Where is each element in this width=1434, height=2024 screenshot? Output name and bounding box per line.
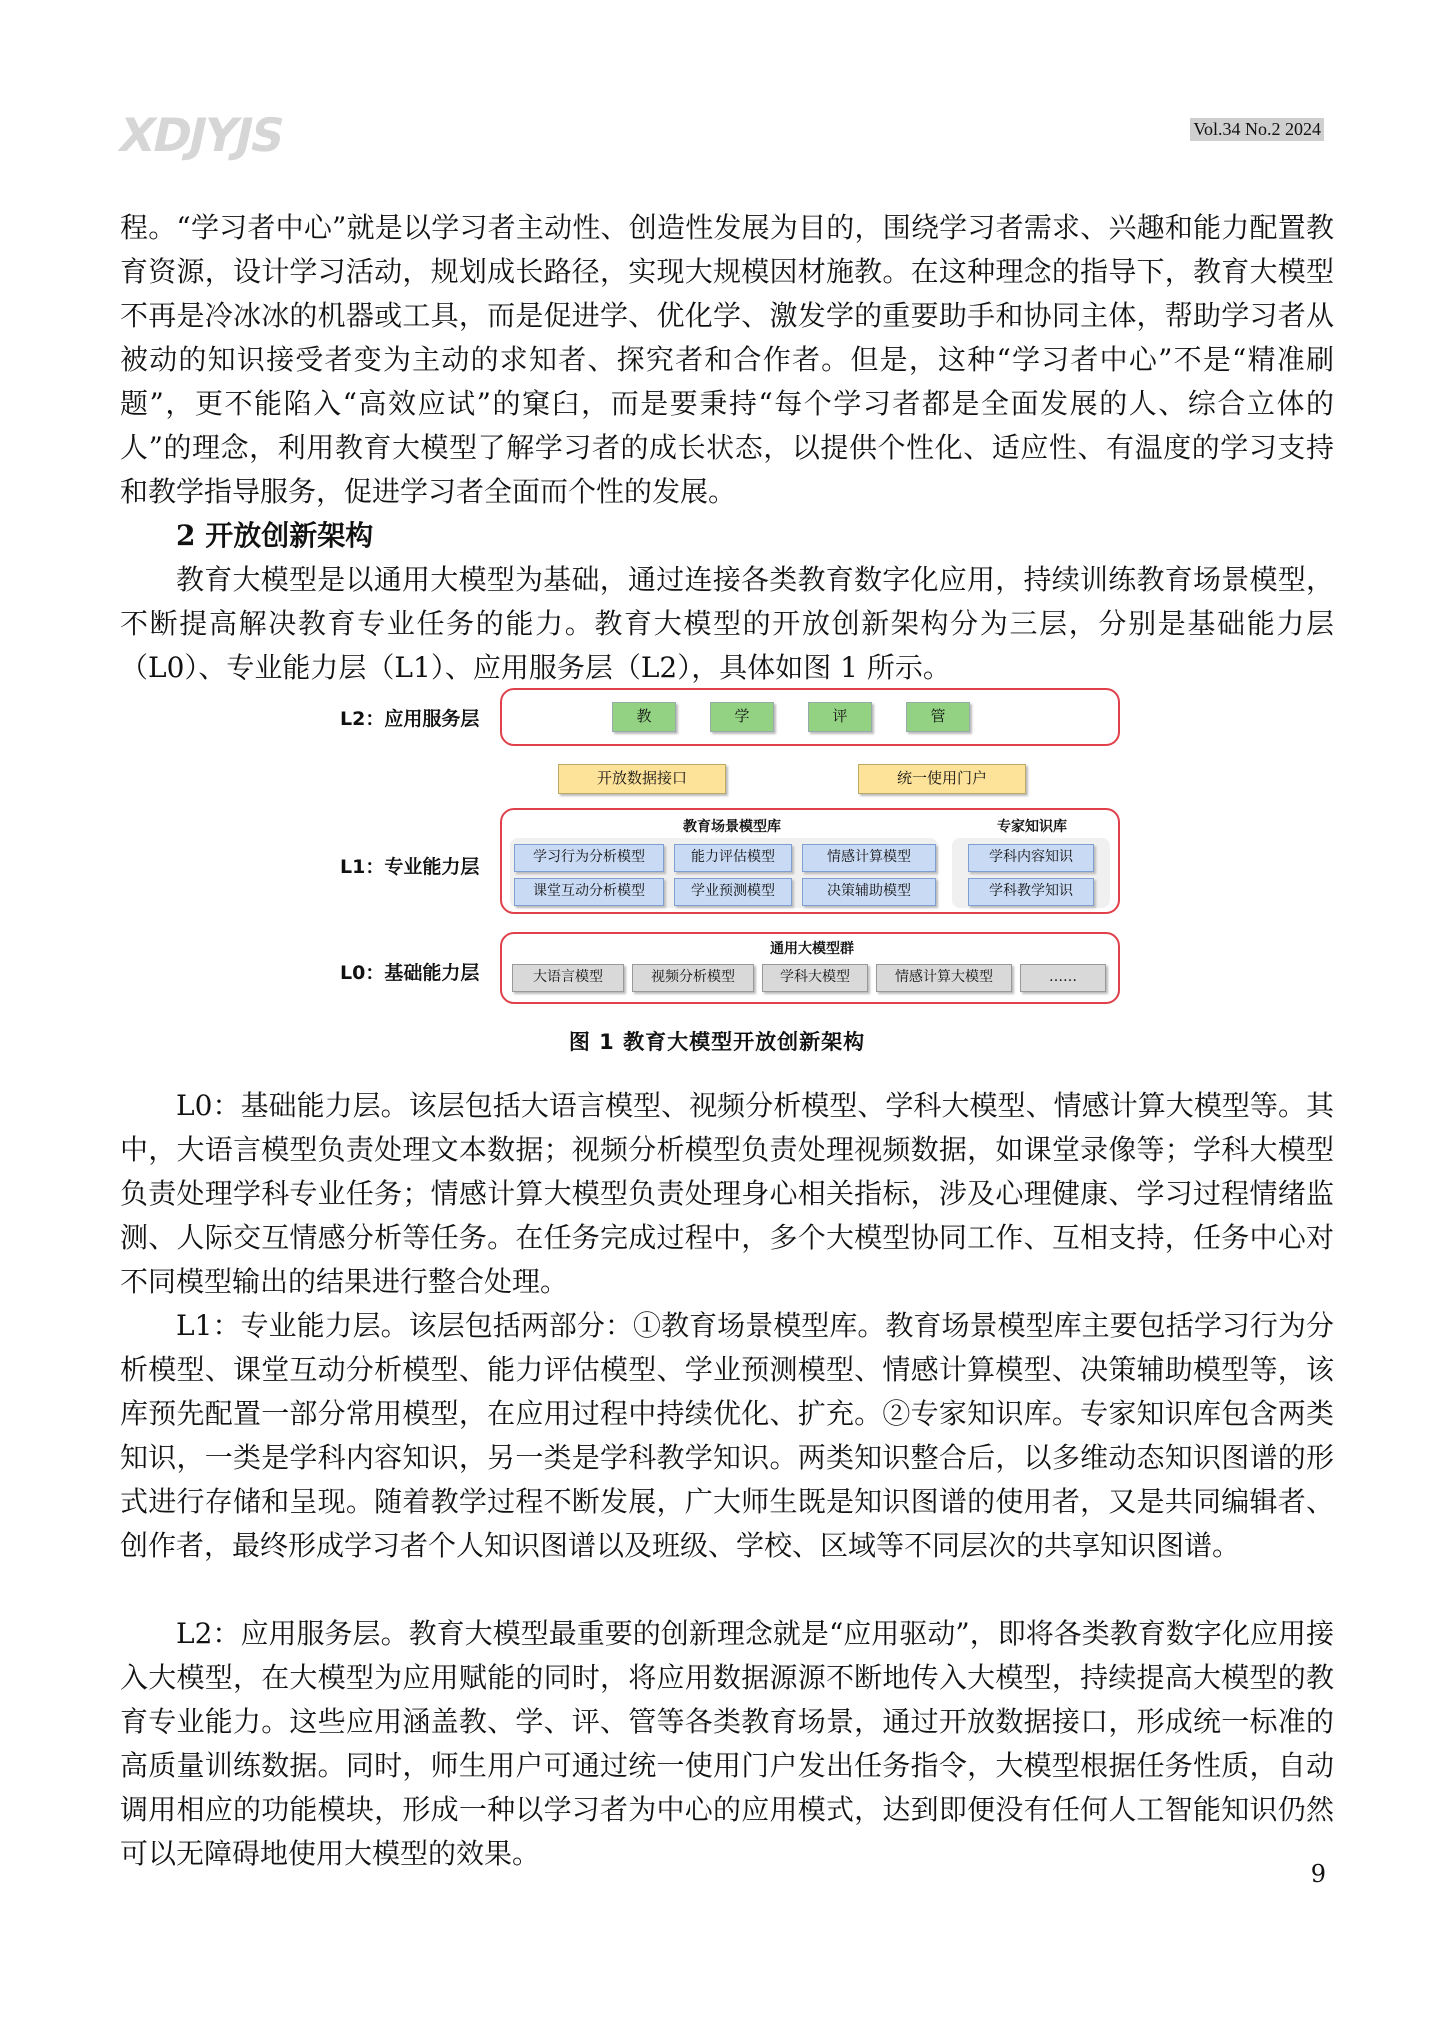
scene-lib-title: 教育场景模型库 [683,819,781,835]
section-heading: 2 开放创新架构 [176,519,374,552]
general-model: 学科大模型 [762,964,868,992]
scene-model: 能力评估模型 [674,844,792,872]
l2-item-manage: 管 [906,702,970,732]
page-number: 9 [1310,1860,1326,1888]
l2-label: L2：应用服务层 [340,708,480,730]
scene-model: 决策辅助模型 [802,878,936,906]
l2-item-evaluate: 评 [808,702,872,732]
scene-model: 情感计算模型 [802,844,936,872]
l0-label: L0：基础能力层 [340,962,480,984]
general-model: 情感计算大模型 [876,964,1012,992]
scene-model: 课堂互动分析模型 [514,878,664,906]
paragraph-l2: L2：应用服务层。教育大模型最重要的创新理念就是“应用驱动”，即将各类教育数字化应用接入大模型，在大模型为应用赋能的同时，将应用数据源源不断地传入大模型，持续提高大模型的教育专业能力。这些应用涵盖教、学、评、管等各类教育场景，通过开放数据接口，形成统一标准的高质量训练数据。同时，师生用户可通过统一使用门户发出任务指令，大模型根据任务性质，自动调用相应的功能模块，形成一种以学习者为中心的应用模式，达到即便没有任何人工智能知识仍然可以无障碍地使用大模型的效果。 [120,1617,1334,1870]
paragraph-architecture-intro: 教育大模型是以通用大模型为基础，通过连接各类教育数字化应用，持续训练教育场景模型，不断提高解决教育专业任务的能力。教育大模型的开放创新架构分为三层，分别是基础能力层（L0）、专业能力层（L1）、应用服务层（L2），具体如图 1 所示。 [120,563,1334,684]
general-model-more: …… [1020,964,1106,992]
unified-portal: 统一使用门户 [858,764,1026,794]
figure-caption: 图 1 教育大模型开放创新架构 [568,1030,866,1054]
l2-box [500,688,1120,746]
open-data-interface: 开放数据接口 [558,764,726,794]
l1-box [500,808,1120,914]
l1-label: L1：专业能力层 [340,856,480,878]
l0-box [500,932,1120,1004]
expert-lib-title: 专家知识库 [997,819,1067,835]
volume-issue: Vol.34 No.2 2024 [1190,118,1324,141]
scene-model: 学习行为分析模型 [514,844,664,872]
general-model: 大语言模型 [512,964,624,992]
general-title: 通用大模型群 [770,941,854,957]
expert-item: 学科内容知识 [968,844,1094,872]
l2-item-teach: 教 [612,702,676,732]
architecture-figure [340,688,1120,1018]
general-model: 视频分析模型 [632,964,754,992]
scene-model: 学业预测模型 [674,878,792,906]
l2-item-learn: 学 [710,702,774,732]
journal-logo: XDJYJS [114,108,289,162]
expert-item: 学科教学知识 [968,878,1094,906]
paragraph-l1: L1：专业能力层。该层包括两部分：①教育场景模型库。教育场景模型库主要包括学习行为分析模型、课堂互动分析模型、能力评估模型、学业预测模型、情感计算模型、决策辅助模型等，该库预先配置一部分常用模型，在应用过程中持续优化、扩充。②专家知识库。专家知识库包含两类知识，一类是学科内容知识，另一类是学科教学知识。两类知识整合后，以多维动态知识图谱的形式进行存储和呈现。随着教学过程不断发展，广大师生既是知识图谱的使用者，又是共同编辑者、创作者，最终形成学习者个人知识图谱以及班级、学校、区域等不同层次的共享知识图谱。 [120,1309,1334,1562]
paragraph-learner-center: 程。“学习者中心”就是以学习者主动性、创造性发展为目的，围绕学习者需求、兴趣和能力配置教育资源，设计学习活动，规划成长路径，实现大规模因材施教。在这种理念的指导下，教育大模型不再是冷冰冰的机器或工具，而是促进学、优化学、激发学的重要助手和协同主体，帮助学习者从被动的知识接受者变为主动的求知者、探究者和合作者。但是，这种“学习者中心”不是“精准刷题”，更不能陷入“高效应试”的窠臼，而是要秉持“每个学习者都是全面发展的人、综合立体的人”的理念，利用教育大模型了解学习者的成长状态，以提供个性化、适应性、有温度的学习支持和教学指导服务，促进学习者全面而个性的发展。 [120,211,1334,508]
paragraph-l0: L0：基础能力层。该层包括大语言模型、视频分析模型、学科大模型、情感计算大模型等。其中，大语言模型负责处理文本数据；视频分析模型负责处理视频数据，如课堂录像等；学科大模型负责处理学科专业任务；情感计算大模型负责处理身心相关指标，涉及心理健康、学习过程情绪监测、人际交互情感分析等任务。在任务完成过程中，多个大模型协同工作、互相支持，任务中心对不同模型输出的结果进行整合处理。 [120,1089,1334,1298]
